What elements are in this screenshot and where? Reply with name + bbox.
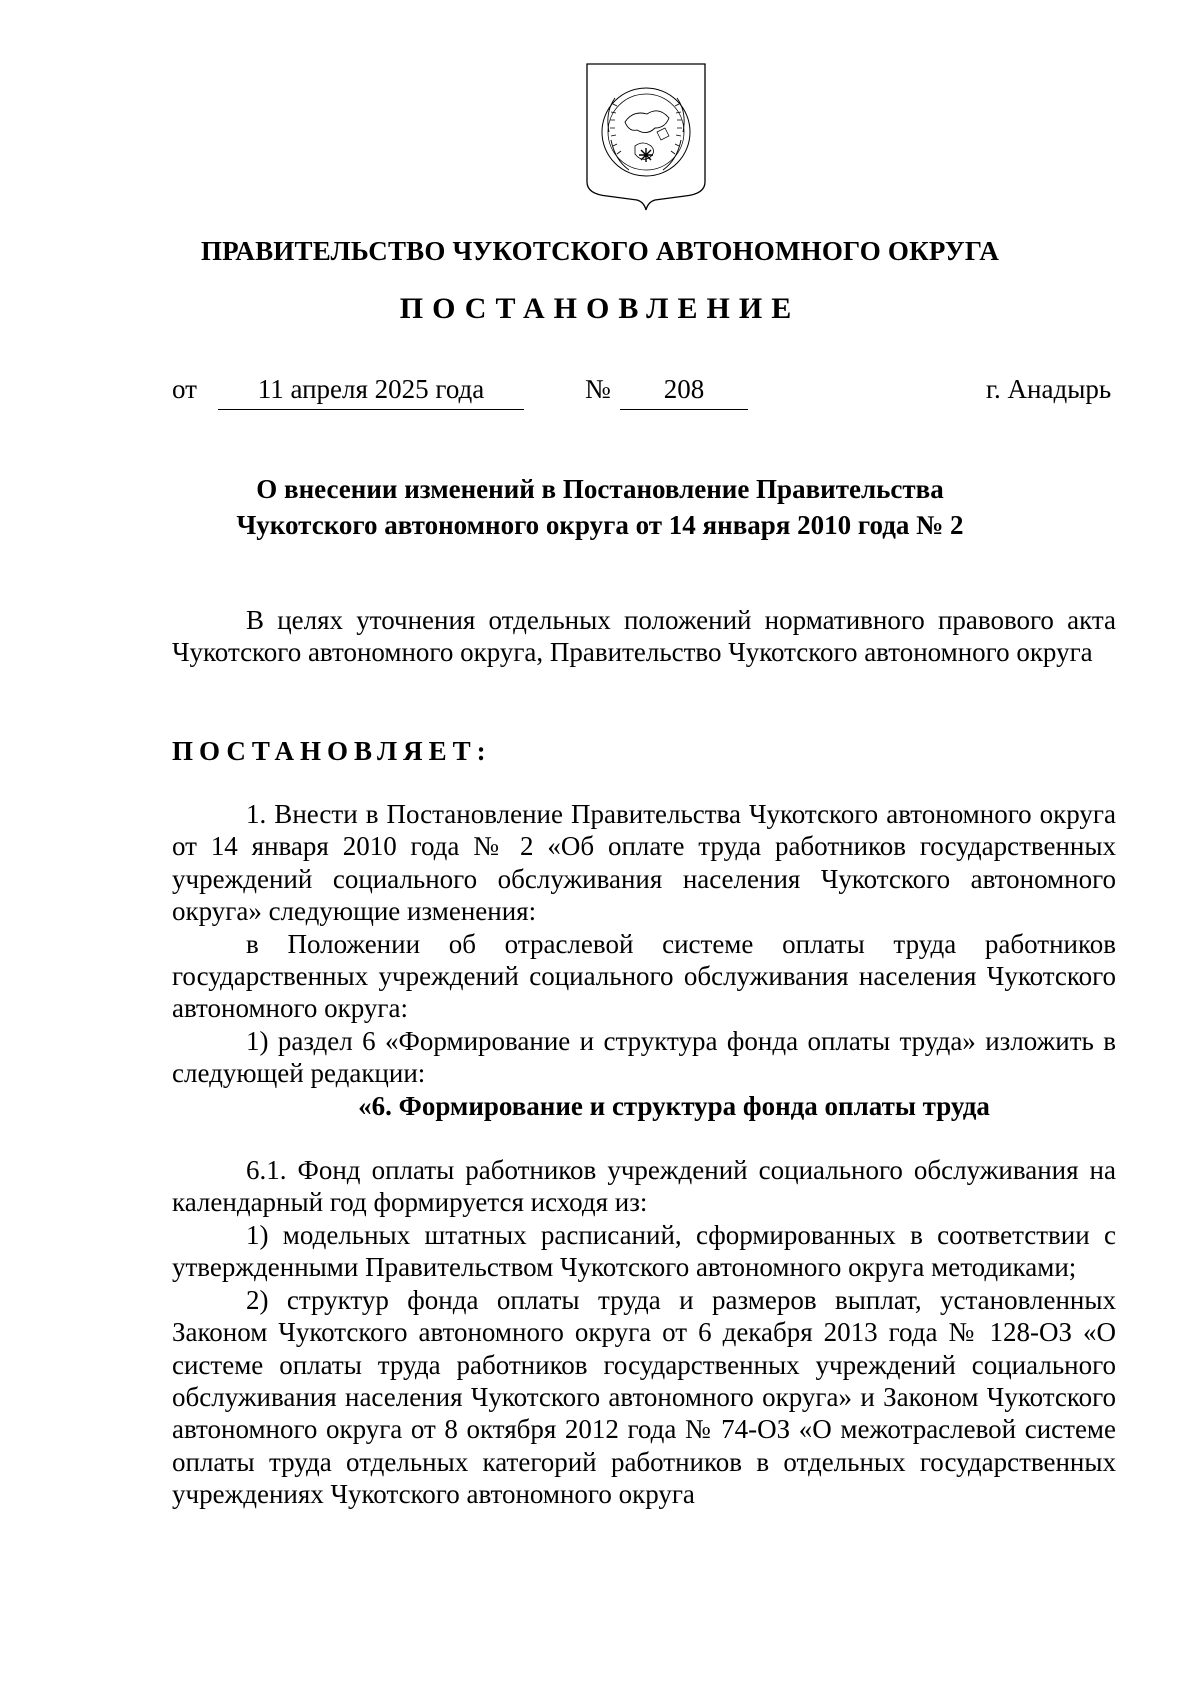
paragraph-3: 1) раздел 6 «Формирование и структура фонда оплаты труда» изложить в следующей редакции: [172, 1025, 1116, 1089]
preamble-block [172, 604, 1116, 669]
document-city: г. Анадырь [986, 374, 1112, 404]
preamble-paragraph: В целях уточнения отдельных положений нормативного правового акта Чукотского автономного округа, Правительство Чукотского автономного округа [172, 605, 1116, 668]
document-subject [0, 471, 1200, 543]
document-number: 208 [620, 373, 748, 410]
number-prefix: № [585, 374, 611, 404]
paragraph-2: в Положении об отраслевой системе оплаты труда работников государственных учреждений социального обслуживания населения Чукотского автономного округа: [172, 928, 1116, 1024]
subject-line-1: О внесении изменений в Постановление Правительства [256, 474, 944, 504]
government-title: ПРАВИТЕЛЬСТВО ЧУКОТСКОГО АВТОНОМНОГО ОКРУГА [200, 236, 1000, 266]
date-prefix: от [172, 374, 197, 404]
coat-of-arms-icon [585, 62, 707, 212]
decree-word: ПОСТАНОВЛЯЕТ: [172, 736, 492, 766]
paragraph-item-1: 1) модельных штатных расписаний, сформированных в соответствии с утвержденными Правительством Чукотского автономного округа методиками; [172, 1219, 1116, 1283]
decree-body [172, 798, 1116, 1511]
paragraph-6-1: 6.1. Фонд оплаты работников учреждений социального обслуживания на календарный год формируется исходя из: [172, 1155, 1116, 1218]
document-date: 11 апреля 2025 года [218, 373, 524, 410]
subject-line-2: Чукотского автономного округа от 14 января 2010 года № 2 [236, 510, 964, 540]
paragraph-1: 1. Внести в Постановление Правительства Чукотского автономного округа от 14 января 2010 года № 2 «Об оплате труда работников государственных учреждений социального обслуживания населения Чукотского автономного округа» следующие изменения: [172, 799, 1116, 927]
section-6-heading: «6. Формирование и структура фонда оплаты труда [358, 1090, 990, 1121]
document-type-heading: ПОСТАНОВЛЕНИЕ [399, 292, 801, 325]
paragraph-item-2: 2) структур фонда оплаты труда и размеров выплат, установленных Законом Чукотского автономного округа от 6 декабря 2013 года № 128-ОЗ «О системе оплаты труда работников государственных учреждений социального обслуживания населения Чукотского автономного округа» и Законом Чукотского автономного округа от 8 октября 2012 года № 74-ОЗ «О межотраслевой системе оплаты труда отдельных категорий работников в отдельных государственных учреждениях Чукотского автономного округа [172, 1284, 1116, 1510]
